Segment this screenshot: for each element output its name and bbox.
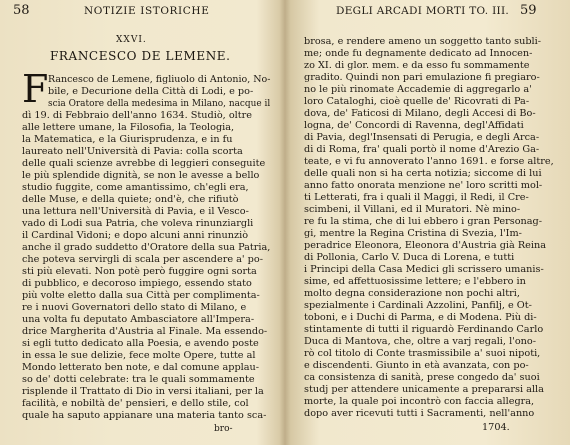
body-line: molto degna considerazione non pochi altri, <box>304 288 520 299</box>
body-line: i Principi della Casa Medici gli scrissero umanis- <box>304 264 544 275</box>
body-line: Mondo letterato ben note, e dal comune applau- <box>22 362 260 373</box>
year-line: 1704. <box>482 422 510 433</box>
body-line: delle quali scienze avrebbe di leggieri conseguite <box>22 158 266 169</box>
body-line: dì 19. di Febbraio dell'anno 1634. Studiò, oltre <box>22 110 253 121</box>
body-line: quale ha saputo appianare una materia tanto sca- <box>22 410 267 421</box>
body-line: no le più rinomate Accademie di aggregarlo a' <box>304 84 532 95</box>
body-line: brosa, e rendere ameno un soggetto tanto subli- <box>304 36 541 47</box>
body-line: dova, de' Faticosi di Milano, degli Accesi di Bo- <box>304 108 536 119</box>
body-line: anche il grado suddetto d'Oratore della sua Patria, <box>22 242 271 253</box>
body-line: spezialmente i Cardinali Azzolini, Panfilj, e Ot- <box>304 300 532 311</box>
body-line: dopo aver ricevuti tutti i Sacramenti, nell'anno <box>304 408 535 419</box>
body-line: in essa le sue delizie, fece molte Opere, tutte al <box>22 350 256 361</box>
body-line: re i nuovi Governatori dello stato di Milano, e <box>22 302 247 313</box>
body-line: una lettura nell'Università di Pavia, e il Vesco- <box>22 206 249 217</box>
body-line: delle quali non si ha certa notizia; siccome di lui <box>304 168 542 179</box>
body-line: sime, ed affettuosissime lettere; e l'ebbero in <box>304 276 526 287</box>
body-line: bile, e Decurione della Città di Lodi, e po- <box>48 86 254 97</box>
body-line: le più splendide dignità, se non le avesse a bello <box>22 170 260 181</box>
body-line: logna, de' Concordi di Ravenna, degl'Affidati <box>304 120 524 131</box>
page-number-right: 59 <box>520 3 537 18</box>
body-line: me; onde fu degnamente dedicato ad Innocen- <box>304 48 533 59</box>
body-line: ca consistenza di sanità, prese congedo da' suoi <box>304 372 540 383</box>
body-line: una volta fu deputato Ambasciatore all'Impera- <box>22 314 255 325</box>
body-line: gradito. Quindi non pari emulazione fi pregiaro- <box>304 72 540 83</box>
body-line: la Matematica, e la Giurisprudenza, e in fu <box>22 134 233 145</box>
drop-cap: F <box>22 67 49 111</box>
catchword: bro- <box>214 424 233 434</box>
body-line: so de' dotti celebrate: tra le quali sommamente <box>22 374 255 385</box>
body-line: risplende il Trattato di Dio in versi italiani, per la <box>22 386 264 397</box>
running-head-right: DEGLI ARCADI MORTI TO. III. <box>336 5 510 17</box>
body-line: toboni, e i Duchi di Parma, e di Modena. Più di- <box>304 312 537 323</box>
body-line: drice Margherita d'Austria al Finale. Ma essendo- <box>22 326 268 337</box>
body-line: il Cardinal Vidoni; e dopo alcuni anni rinunziò <box>22 230 249 241</box>
body-line: vado di Lodi sua Patria, che voleva rinunziargli <box>22 218 254 229</box>
body-line: delle Muse, e della quiete; ond'è, che rifiutò <box>22 194 239 205</box>
body-line: che poteva servirgli di scala per ascendere a' po- <box>22 254 263 265</box>
body-line: rò col titolo di Conte trasmissibile a' suoi nipoti, <box>304 348 541 359</box>
body-line: scia Oratore della medesima in Milano, nacque il <box>48 98 271 109</box>
section-number: XXVI. <box>116 35 147 45</box>
body-line: re fu la stima, che di lui ebbero i gran Personag- <box>304 216 543 227</box>
body-line: e discendenti. Giunto in età avanzata, con po- <box>304 360 529 371</box>
body-line: peradrice Eleonora, Eleonora d'Austria già Reina <box>304 240 547 251</box>
running-head-left: NOTIZIE ISTORICHE <box>84 5 210 17</box>
body-line: anno fatto onorata menzione ne' loro scritti mol- <box>304 180 543 191</box>
body-line: ti Letterati, fra i quali il Maggi, il Redi, il Cre- <box>304 192 529 203</box>
body-line: di di Roma, fra' quali portò il nome d'Arezio Ga- <box>304 144 540 155</box>
body-line: di Pavia, degl'Insensati di Perugia, e degli Arca- <box>304 132 540 143</box>
biography-title: FRANCESCO DE LEMENE. <box>50 49 231 63</box>
body-line: Rancesco de Lemene, figliuolo di Antonio, No- <box>48 74 271 85</box>
body-line: laureato nell'Università di Pavia: colla scorta <box>22 146 243 157</box>
body-line: facilità, e nobiltà de' pensieri, e dello stile, col <box>22 398 249 409</box>
body-line: si egli tutto dedicato alla Poesia, e avendo poste <box>22 338 259 349</box>
page-number-left: 58 <box>13 3 30 18</box>
body-line: studj per attendere unicamente a prepararsi alla <box>304 384 544 395</box>
body-line: morte, la quale poi incontrò con faccia allegra, <box>304 396 535 407</box>
body-line: di pubblico, e decoroso impiego, essendo stato <box>22 278 252 289</box>
body-line: Duca di Mantova, che, oltre a varj regali, l'ono- <box>304 336 537 347</box>
body-line: scimbeni, il Villani, ed il Muratori. Nè mino- <box>304 204 521 215</box>
body-line: sti più elevati. Non potè però fuggire ogni sorta <box>22 266 257 277</box>
body-line: loro Cataloghi, cioè quelle de' Ricovrati di Pa- <box>304 96 530 107</box>
left-page <box>0 0 278 445</box>
right-page <box>286 0 570 445</box>
body-line: zo XI. di glor. mem. e da esso fu sommamente <box>304 60 530 71</box>
body-line: stintamente di tutti il riguardò Ferdinando Carlo <box>304 324 544 335</box>
body-line: più volte eletto dalla sua Città per complimenta- <box>22 290 260 301</box>
body-line: alle lettere umane, la Filosofia, la Teologia, <box>22 122 235 133</box>
body-line: gi, mentre la Regina Cristina di Svezia, l'Im- <box>304 228 522 239</box>
body-line: studio fuggite, come amantissimo, ch'egli era, <box>22 182 249 193</box>
body-line: teate, e vi fu annoverato l'anno 1691. e forse altre, <box>304 156 554 167</box>
body-line: di Pollonia, Carlo V. Duca di Lorena, e tutti <box>304 252 515 263</box>
